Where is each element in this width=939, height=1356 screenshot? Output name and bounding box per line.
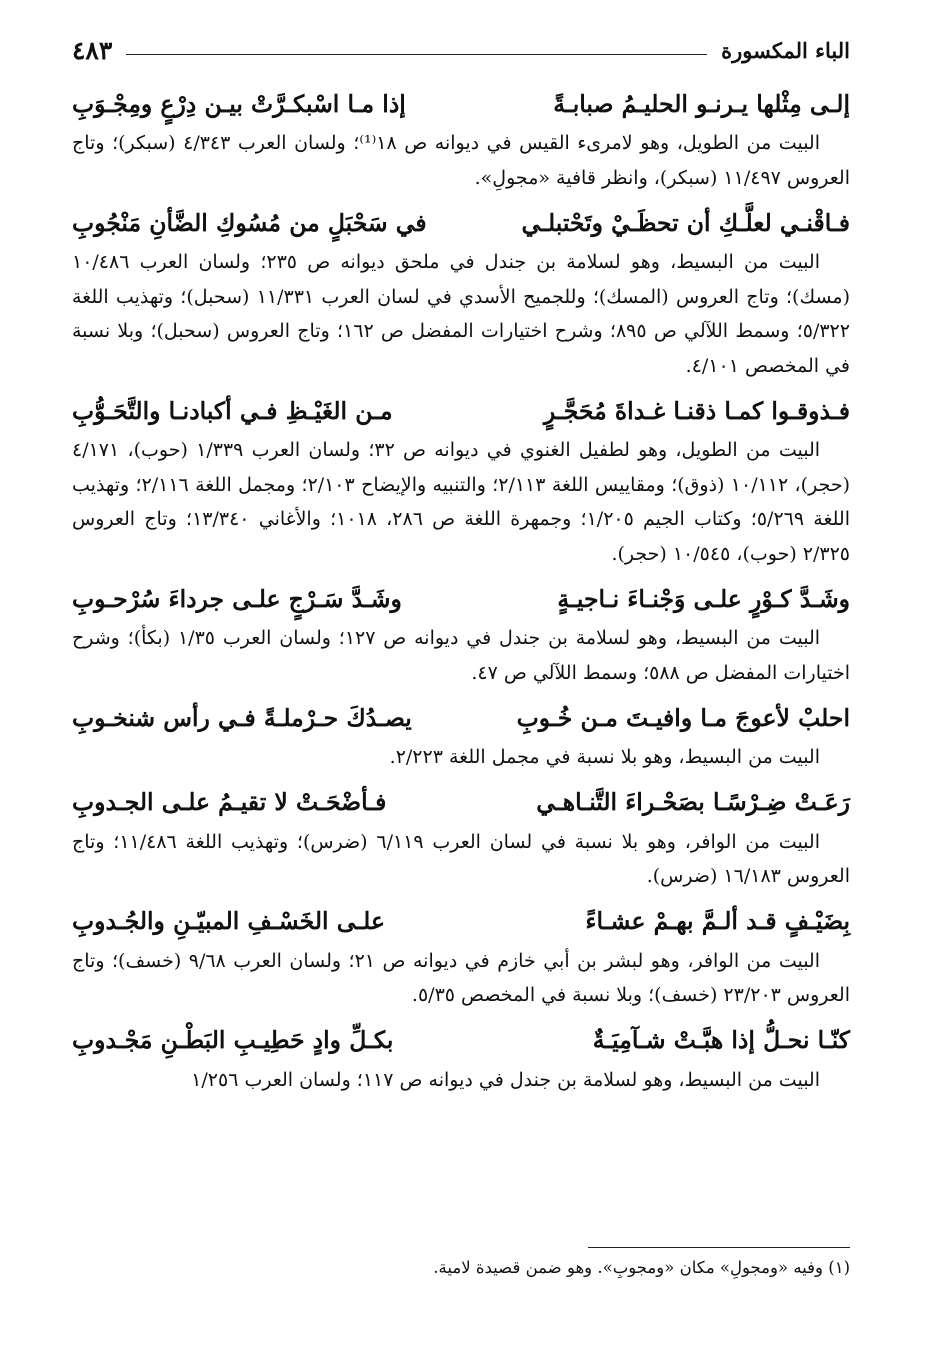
verse-note: البيت من البسيط، وهو لسلامة بن جندل في ملحق ديوانه ص ٢٣٥؛ ولسان العرب ١٠/٤٨٦ (مسك)؛ وتاج العروس (المسك)؛ وللجميح الأسدي في لسان العرب ١١/٣٣١ (سحبل)؛ وتهذيب اللغة ٥/٣٢٢؛ وسمط اللآلي ص ٨٩٥؛ وشرح اختيارات المفضل ص ١٦٢؛ وتاج العروس (سحبل)؛ وبلا نسبة في المخصص ٤/١٠١. (72, 251, 850, 377)
second-hemistich: في سَحْبَلٍ من مُسُوكِ الضَّأنِ مَنْجُوبِ (72, 208, 427, 237)
first-hemistich: بِضَيْـفٍ قـد ألـمَّ بهـمْ عشـاءً (585, 907, 850, 935)
first-hemistich: رَعَـتْ ضِـرْسًـا بصَحْـراءَ التَّنـاهـي (536, 788, 850, 816)
verse-entry (72, 696, 850, 775)
verse-line (72, 577, 850, 621)
verse-line (72, 82, 850, 126)
second-hemistich: إذا مـا اسْبكـرَّتْ بيـن دِرْعٍ ومِجْـوَبِ (72, 89, 406, 118)
first-hemistich: إلـى مِثْلها يـرنـو الحليـمُ صبابـةً (553, 89, 850, 118)
verse-entry (72, 577, 850, 690)
verse-note: البيت من الطويل، وهو لطفيل الغنوي في ديوانه ص ٣٢؛ ولسان العرب ١/٣٣٩ (حوب)، ٤/١٧١ (حجر)، ١٠/١١٢ (ذوق)؛ ومقاييس اللغة ٢/١١٣؛ والتنبيه والإيضاح ٢/١٠٣؛ ومجمل اللغة ٢/١١٦؛ وتهذيب اللغة ٥/٢٦٩؛ وكتاب الجيم ١/٢٠٥؛ وجمهرة اللغة ص ٢٨٦، ١٠١٨؛ والأغاني ١٣/٣٤٠؛ وتاج العروس ٢/٣٢٥ (حوب)، ١٠/٥٤٥ (حجر). (72, 439, 851, 565)
second-hemistich: مـن الغَيْـظِ فـي أكبادنـا والتَّحَـوُّبِ (72, 396, 393, 425)
verse-note: البيت من الوافر، وهو لبشر بن أبي خازم في ديوانه ص ٢١؛ ولسان العرب ٩/٦٨ (خسف)؛ وتاج العروس ٢٣/٢٠٣ (خسف)؛ وبلا نسبة في المخصص ٥/٣٥. (72, 949, 850, 1006)
first-hemistich: كنّـا نحـلُّ إذا هبَّـتْ شـآمِيَـةٌ (592, 1026, 850, 1054)
verse-note: البيت من الطويل، وهو لامرىء القيس في ديوانه ص ١٨⁽¹⁾؛ ولسان العرب ٤/٣٤٣ (سبكر)؛ وتاج العروس ١١/٤٩٧ (سبكر)، وانظر قافية «مجولِ». (72, 132, 850, 189)
verse-note: البيت من البسيط، وهو لسلامة بن جندل في ديوانه ص ١١٧؛ ولسان العرب ١/٢٥٦ (191, 1068, 820, 1091)
running-title: الباء المكسورة (721, 37, 850, 63)
verse-entry (72, 201, 850, 383)
verse-entry (72, 900, 850, 1013)
second-hemistich: بكـلِّ وادٍ حَطِيـبِ البَطْـنِ مَجْـدوبِ (72, 1026, 394, 1054)
verse-note: البيت من الوافر، وهو بلا نسبة في لسان العرب ٦/١١٩ (ضرس)؛ وتهذيب اللغة ١١/٤٨٦؛ وتاج العروس ١٦/١٨٣ (ضرس). (72, 830, 850, 887)
verse-line (72, 389, 850, 433)
verse-note: البيت من البسيط، وهو بلا نسبة في مجمل اللغة ٢/٢٢٣. (389, 746, 820, 768)
verse-line (72, 1019, 850, 1063)
second-hemistich: يصـدُكَ حـرْملـةً فـي رأس شنخـوبِ (72, 703, 412, 732)
verse-entry (72, 82, 850, 195)
second-hemistich: علـى الخَسْـفِ المبيّـنِ والجُـدوبِ (72, 907, 385, 935)
verse-note: البيت من البسيط، وهو لسلامة بن جندل في ديوانه ص ١٢٧؛ ولسان العرب ١/٣٥ (بكأ)؛ وشرح اختيارات المفضل ص ٥٨٨؛ وسمط اللآلي ص ٤٧. (72, 627, 850, 684)
header-rule (126, 54, 707, 55)
verse-line (72, 696, 850, 740)
first-hemistich: فـذوقـوا كمـا ذقنـا غـداةَ مُحَجَّـرٍ (543, 396, 850, 425)
verse-line (72, 201, 850, 245)
verse-entries (72, 82, 850, 1103)
second-hemistich: وشَـدَّ سَـرْجٍ علـى جرداءَ سُرْحـوبِ (72, 584, 402, 613)
footnote-rule (588, 1247, 850, 1248)
first-hemistich: احلبْ لأعوجَ مـا وافيـتَ مـن خُـوبِ (516, 703, 850, 732)
first-hemistich: وشَـدَّ كـوْرٍ علـى وَجْنـاءَ نـاجيـةٍ (557, 584, 850, 613)
footnote: (١) وفيه «ومجولِ» مكان «ومجوبِ». وهو ضمن قصيدة لامية. (433, 1258, 850, 1277)
verse-line (72, 900, 850, 944)
verse-line (72, 781, 850, 825)
verse-entry (72, 781, 850, 894)
page-header (72, 30, 850, 70)
verse-entry (72, 1019, 850, 1098)
first-hemistich: فـاقْنـي لعلَّـكِ أن تحظَـيْ وتَحْتبلـي (521, 208, 850, 237)
page-number: ٤٨٣ (72, 35, 113, 65)
second-hemistich: فـأضْحَـتْ لا تقيـمُ علـى الجـدوبِ (72, 788, 387, 816)
verse-entry (72, 389, 850, 571)
